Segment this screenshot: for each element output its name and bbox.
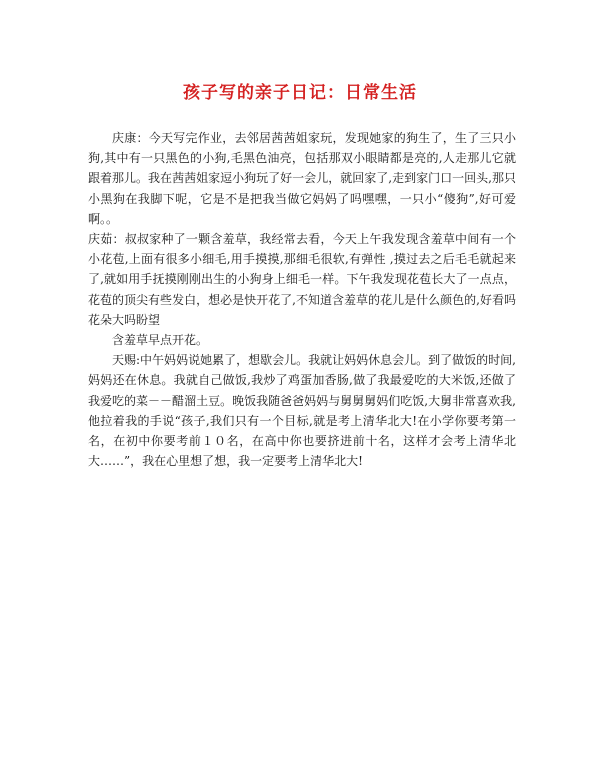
document-title: 孩子写的亲子日记：日常生活: [183, 83, 417, 103]
paragraph-hanxiucao: 含羞草早点开花。: [112, 333, 209, 348]
paragraph-qingru: 庆茹：叔叔家种了一颗含羞草，我经常去看，今天上午我发现含羞草中间有一个小花苞,上面有很多小细毛,用手摸摸,那细毛很软,有弹性 ,摸过去之后毛毛就起来了,就如用手抚摸刚刚出生的小狗身上细毛一样。下午我发现花苞长大了一点点，花苞的顶尖有些发白，想必是快开花了,不知道含羞草的花儿是什么颜色的,好看吗花朵大吗盼望: [88, 232, 516, 327]
paragraph-qingkang: 庆康：今天写完作业，去邻居茜茜姐家玩，发现她家的狗生了，生了三只小狗,其中有一只黑色的小狗,毛黑色油亮，包括那双小眼睛都是亮的,人走那儿它就跟着那儿。我在茜茜姐家逗小狗玩了好一会儿，就回家了,走到家门口一回头,那只小黑狗在我脚下呢，它是不是把我当做它妈妈了吗嘿嘿，一只小“傻狗”,好可爱啊。。: [88, 131, 516, 226]
paragraph-tianci: 天赐:中午妈妈说她累了，想歇会儿。我就让妈妈休息会儿。到了做饭的时间,妈妈还在休息。我就自己做饭,我炒了鸡蛋加香肠,做了我最爱吃的大米饭,还做了我爱吃的菜－－醋溜土豆。晚饭我随爸爸妈妈与舅舅舅妈们吃饭,大舅非常喜欢我,他拉着我的手说“孩子,我们只有一个目标,就是考上清华北大!在小学你要考第一名，在初中你要考前１０名，在高中你也要挤进前十名，这样才会考上清华北大……”，我在心里想了想，我一定要考上清华北大!: [88, 353, 516, 469]
document-body: [88, 128, 516, 471]
